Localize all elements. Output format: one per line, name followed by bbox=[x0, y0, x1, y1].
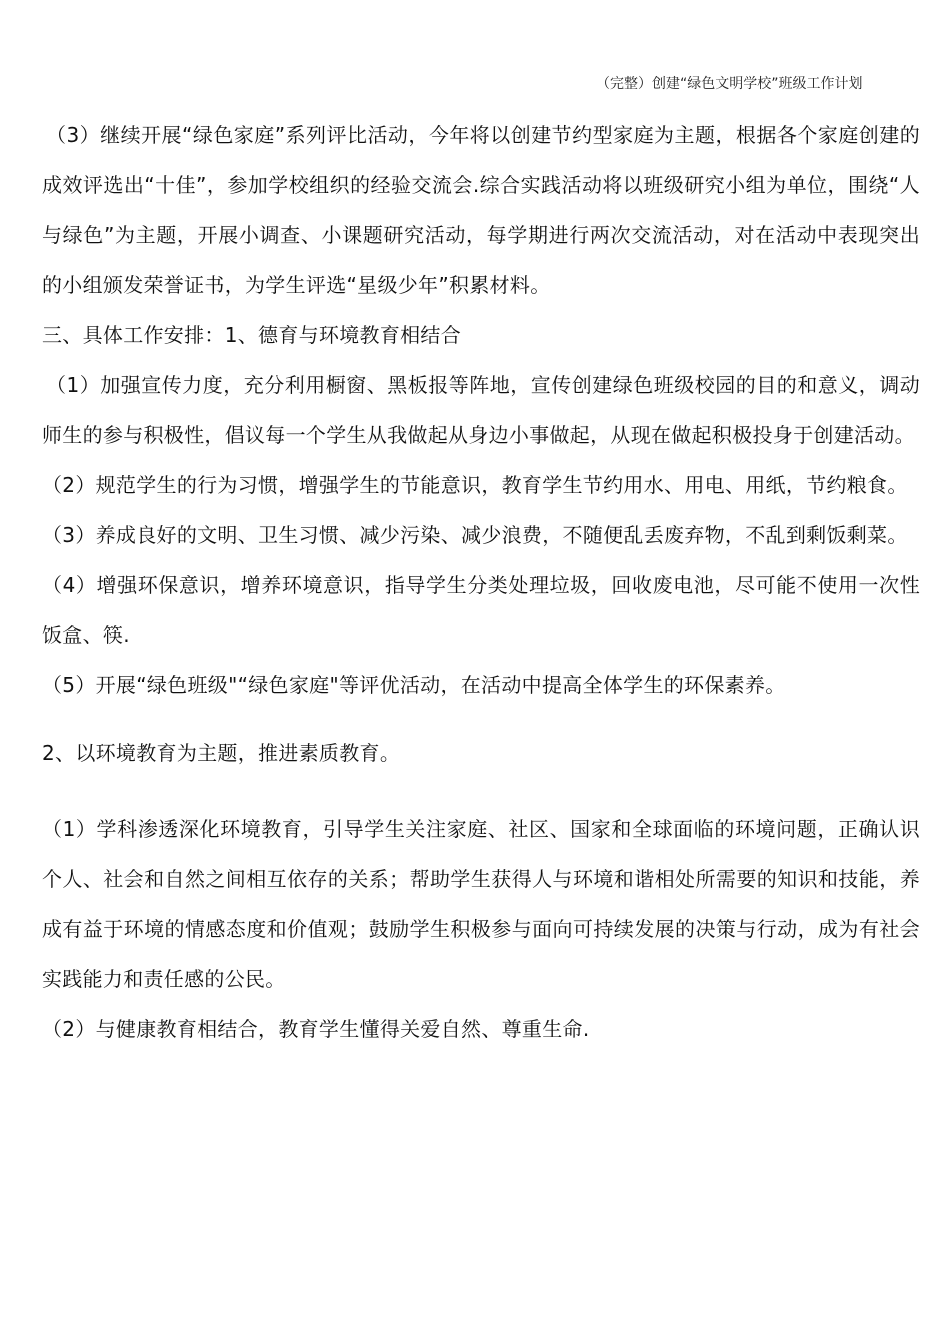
paragraph-evaluation-activities: （5）开展“绿色班级"“绿色家庭"等评优活动，在活动中提高全体学生的环保素养。 bbox=[42, 673, 786, 697]
paragraph-green-family-activities: （3）继续开展“绿色家庭”系列评比活动，今年将以创建节约型家庭为主题，根据各个家庭创建的成效评选出“十佳”，参加学校组织的经验交流会.综合实践活动将以班级研究小组为单位，围绕“人与绿色”为主题，开展小调查、小课题研究活动，每学期进行两次交流活动，对在活动中表现突出的小组颁发荣誉证书，为学生评选“星级少年”积累材料。 bbox=[42, 123, 920, 297]
running-header: （完整）创建“绿色文明学校”班级工作计划 bbox=[596, 76, 863, 92]
document-body bbox=[42, 110, 920, 1054]
paragraph-environmental-awareness: （4）增强环保意识，增养环境意识，指导学生分类处理垃圾，回收废电池，尽可能不使用一次性饭盒、筷. bbox=[42, 573, 920, 647]
paragraph-health-education: （2）与健康教育相结合，教育学生懂得关爱自然、尊重生命. bbox=[42, 1017, 590, 1041]
paragraph-behavior-habits: （2）规范学生的行为习惯，增强学生的节能意识，教育学生节约用水、用电、用纸，节约粮食。 bbox=[42, 473, 908, 497]
paragraph-civilized-habits: （3）养成良好的文明、卫生习惯、减少污染、减少浪费，不随便乱丢废弃物，不乱到剩饭剩菜。 bbox=[42, 523, 908, 547]
section-heading-work-arrangement: 三、具体工作安排：1、德育与环境教育相结合 bbox=[42, 323, 462, 347]
paragraph-publicity: （1）加强宣传力度，充分利用橱窗、黑板报等阵地，宣传创建绿色班级校园的目的和意义，调动师生的参与积极性，倡议每一个学生从我做起从身边小事做起，从现在做起积极投身于创建活动。 bbox=[42, 373, 920, 447]
paragraph-subject-integration: （1）学科渗透深化环境教育，引导学生关注家庭、社区、国家和全球面临的环境问题，正确认识个人、社会和自然之间相互依存的关系；帮助学生获得人与环境和谐相处所需要的知识和技能，养成有益于环境的情感态度和价值观；鼓励学生积极参与面向可持续发展的决策与行动，成为有社会实践能力和责任感的公民。 bbox=[42, 817, 920, 991]
section-heading-quality-education: 2、以环境教育为主题，推进素质教育。 bbox=[42, 741, 401, 765]
